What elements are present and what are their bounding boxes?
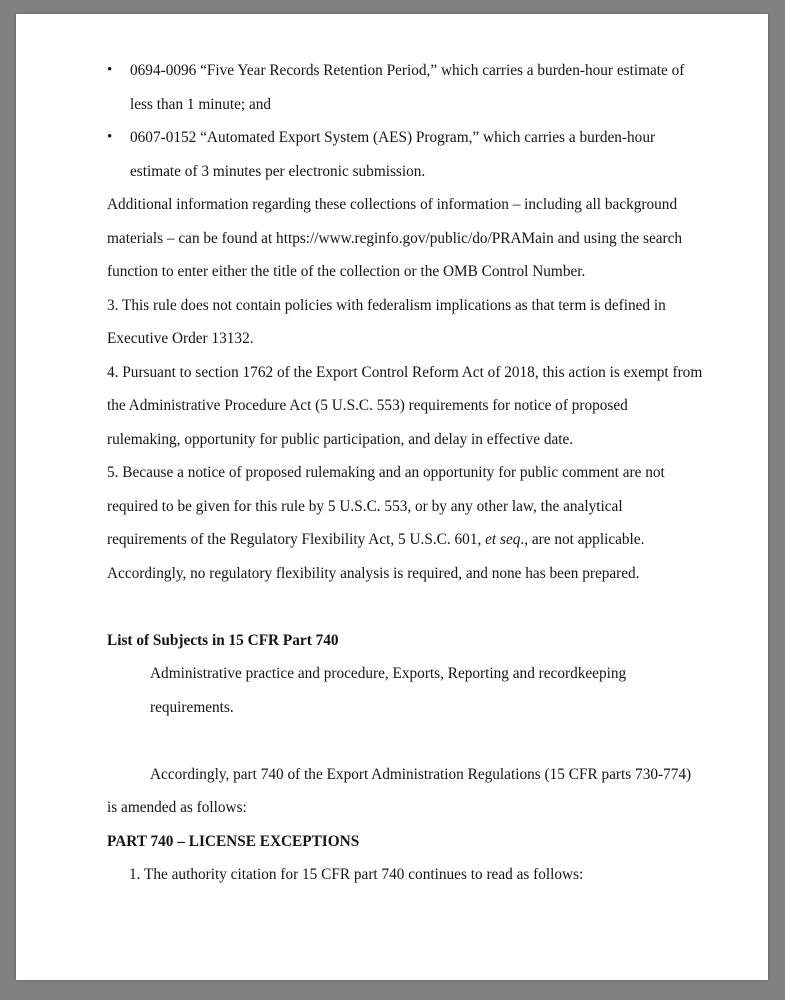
list-of-subjects-body-line: Administrative practice and procedure, Exports, Reporting and recordkeeping <box>150 665 627 682</box>
text-run: ., are not applicable. <box>520 531 645 548</box>
paragraph-item-4-line: the Administrative Procedure Act (5 U.S.C. 553) requirements for notice of proposed <box>107 397 628 414</box>
bullet-text: 0694-0096 “Five Year Records Retention Period,” which carries a burden-hour estimate of <box>130 62 685 79</box>
blank-line-spacer <box>107 590 747 624</box>
amendatory-paragraph-line: Accordingly, part 740 of the Export Administration Regulations (15 CFR parts 730-774) <box>150 765 692 783</box>
paragraph-item-3-line: Executive Order 13132. <box>107 330 254 347</box>
bullet-text-continuation: less than 1 minute; and <box>130 95 272 113</box>
bullet-icon: • <box>107 62 113 78</box>
document-content <box>107 54 747 892</box>
text-run: requirements of the Regulatory Flexibility Act, 5 U.S.C. 601, <box>107 531 486 548</box>
italic-text-run: et seq <box>485 531 521 548</box>
paragraph-item-4-line: 4. Pursuant to section 1762 of the Export Control Reform Act of 2018, this action is exempt from <box>107 363 703 381</box>
amendatory-paragraph-line: is amended as follows: <box>107 799 247 816</box>
bullet-item <box>107 54 747 88</box>
bullet-icon: • <box>107 129 113 145</box>
bullet-text: 0607-0152 “Automated Export System (AES) Program,” which carries a burden-hour <box>130 129 656 146</box>
authority-citation-line: 1. The authority citation for 15 CFR part 740 continues to read as follows: <box>129 866 584 883</box>
paragraph-item-5-line <box>107 523 747 557</box>
paragraph-item-5-line: required to be given for this rule by 5 U.S.C. 553, or by any other law, the analytical <box>107 497 623 515</box>
bullet-text-continuation: estimate of 3 minutes per electronic submission. <box>130 162 426 180</box>
paragraph-item-5-line: Accordingly, no regulatory flexibility analysis is required, and none has been prepared. <box>107 564 640 582</box>
part-740-heading: PART 740 – LICENSE EXCEPTIONS <box>107 832 360 850</box>
paragraph-item-3-line: 3. This rule does not contain policies with federalism implications as that term is defined in <box>107 296 666 314</box>
paragraph-additional-info-line: Additional information regarding these collections of information – including all background <box>107 196 678 213</box>
blank-line-spacer <box>107 724 747 758</box>
bullet-item <box>107 121 747 155</box>
list-of-subjects-heading: List of Subjects in 15 CFR Part 740 <box>107 631 339 649</box>
list-of-subjects-body-line: requirements. <box>150 698 234 716</box>
document-page <box>16 14 768 980</box>
paragraph-additional-info-line: materials – can be found at https://www.reginfo.gov/public/do/PRAMain and using the search <box>107 229 683 247</box>
paragraph-item-4-line: rulemaking, opportunity for public participation, and delay in effective date. <box>107 430 574 448</box>
paragraph-additional-info-line: function to enter either the title of the collection or the OMB Control Number. <box>107 263 586 280</box>
paragraph-item-5-line: 5. Because a notice of proposed rulemaking and an opportunity for public comment are not <box>107 464 665 481</box>
